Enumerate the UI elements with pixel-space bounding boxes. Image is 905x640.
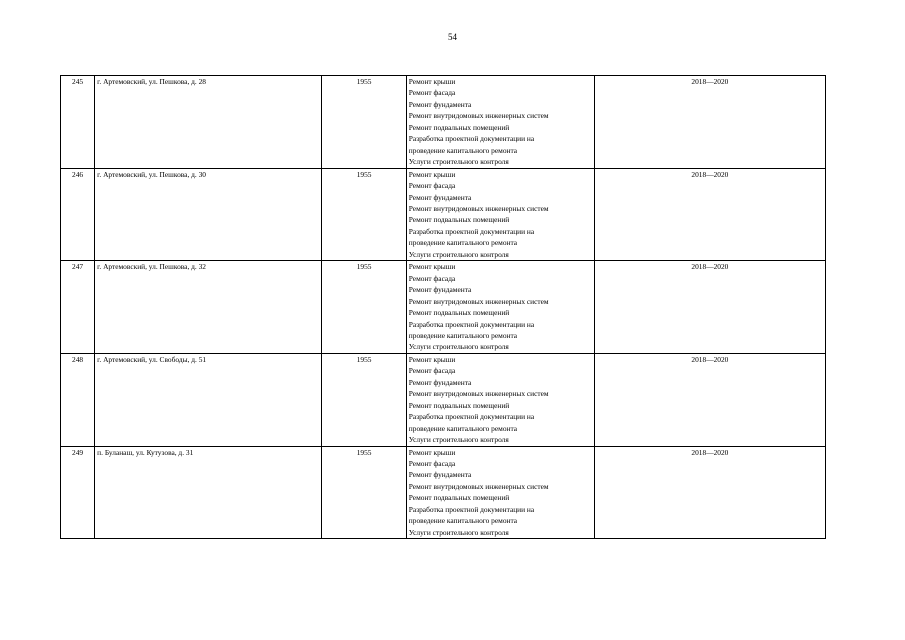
works-list-cell	[406, 261, 594, 354]
work-item: Ремонт крыши	[408, 354, 456, 364]
work-item: Ремонт крыши	[408, 77, 456, 86]
page-number: 54	[448, 32, 457, 42]
work-item: Ремонт внутридомовых инженерных систем	[408, 203, 549, 213]
work-item: Ремонт подвальных помещений	[408, 400, 510, 410]
work-item: Ремонт фундамента	[408, 285, 472, 295]
repair-schedule-table	[60, 75, 826, 539]
works-list-cell	[406, 446, 594, 539]
work-item: Разработка проектной документации на	[408, 504, 535, 514]
work-item: Ремонт внутридомовых инженерных систем	[408, 111, 549, 121]
address-cell: г. Артемовский, ул. Пешкова, д. 32	[95, 261, 322, 354]
address-cell: г. Артемовский, ул. Свободы, д. 51	[95, 353, 322, 446]
work-item: Ремонт подвальных помещений	[408, 493, 510, 503]
work-item: Услуги строительного контроля	[408, 435, 509, 445]
work-item: Ремонт подвальных помещений	[408, 122, 510, 132]
work-item: проведение капитального ремонта	[408, 238, 518, 248]
row-number-cell: 249	[61, 446, 95, 539]
table-row	[61, 353, 826, 446]
work-item: Ремонт фасада	[408, 458, 456, 468]
work-item: Ремонт фундамента	[408, 99, 472, 109]
year-built-cell: 1955	[322, 168, 406, 261]
work-item: Ремонт внутридомовых инженерных систем	[408, 389, 549, 399]
period-cell: 2018—2020	[594, 353, 825, 446]
work-item: Ремонт крыши	[408, 262, 456, 272]
work-item: Ремонт внутридомовых инженерных систем	[408, 481, 549, 491]
work-item: Разработка проектной документации на	[408, 319, 535, 329]
work-item: Услуги строительного контроля	[408, 157, 509, 167]
work-item: Услуги строительного контроля	[408, 249, 509, 259]
works-list-cell	[406, 168, 594, 261]
year-built-cell: 1955	[322, 261, 406, 354]
work-item: Ремонт крыши	[408, 169, 456, 179]
row-number-cell: 247	[61, 261, 95, 354]
work-item: Услуги строительного контроля	[408, 527, 509, 537]
address-cell: г. Артемовский, ул. Пешкова, д. 28	[95, 76, 322, 169]
work-item: Ремонт подвальных помещений	[408, 215, 510, 225]
work-item: проведение капитального ремонта	[408, 423, 518, 433]
period-cell: 2018—2020	[594, 261, 825, 354]
table-row	[61, 168, 826, 261]
work-item: Ремонт подвальных помещений	[408, 308, 510, 318]
work-item: Ремонт фундамента	[408, 192, 472, 202]
work-item: Услуги строительного контроля	[408, 342, 509, 352]
works-list-cell	[406, 353, 594, 446]
address-cell: г. Артемовский, ул. Пешкова, д. 30	[95, 168, 322, 261]
table-row	[61, 446, 826, 539]
year-built-cell: 1955	[322, 446, 406, 539]
year-built-cell: 1955	[322, 353, 406, 446]
work-item: Ремонт крыши	[408, 447, 456, 457]
row-number-cell: 246	[61, 168, 95, 261]
period-cell: 2018—2020	[594, 76, 825, 169]
work-item: Разработка проектной документации на	[408, 412, 535, 422]
work-item: Ремонт фундамента	[408, 377, 472, 387]
work-item: Ремонт фасада	[408, 181, 456, 191]
table-row	[61, 261, 826, 354]
work-item: Ремонт фундамента	[408, 470, 472, 480]
work-item: Ремонт внутридомовых инженерных систем	[408, 296, 549, 306]
work-item: Ремонт фасада	[408, 88, 456, 98]
work-item: Ремонт фасада	[408, 366, 456, 376]
table-body	[61, 76, 826, 539]
address-cell: п. Буланаш, ул. Кутузова, д. 31	[95, 446, 322, 539]
table-row	[61, 76, 826, 169]
row-number-cell: 248	[61, 353, 95, 446]
period-cell: 2018—2020	[594, 168, 825, 261]
work-item: Разработка проектной документации на	[408, 134, 535, 144]
works-list-cell	[406, 76, 594, 169]
row-number-cell: 245	[61, 76, 95, 169]
work-item: Ремонт фасада	[408, 273, 456, 283]
work-item: проведение капитального ремонта	[408, 516, 518, 526]
work-item: проведение капитального ремонта	[408, 330, 518, 340]
period-cell: 2018—2020	[594, 446, 825, 539]
work-item: проведение капитального ремонта	[408, 145, 518, 155]
work-item: Разработка проектной документации на	[408, 226, 535, 236]
year-built-cell: 1955	[322, 76, 406, 169]
